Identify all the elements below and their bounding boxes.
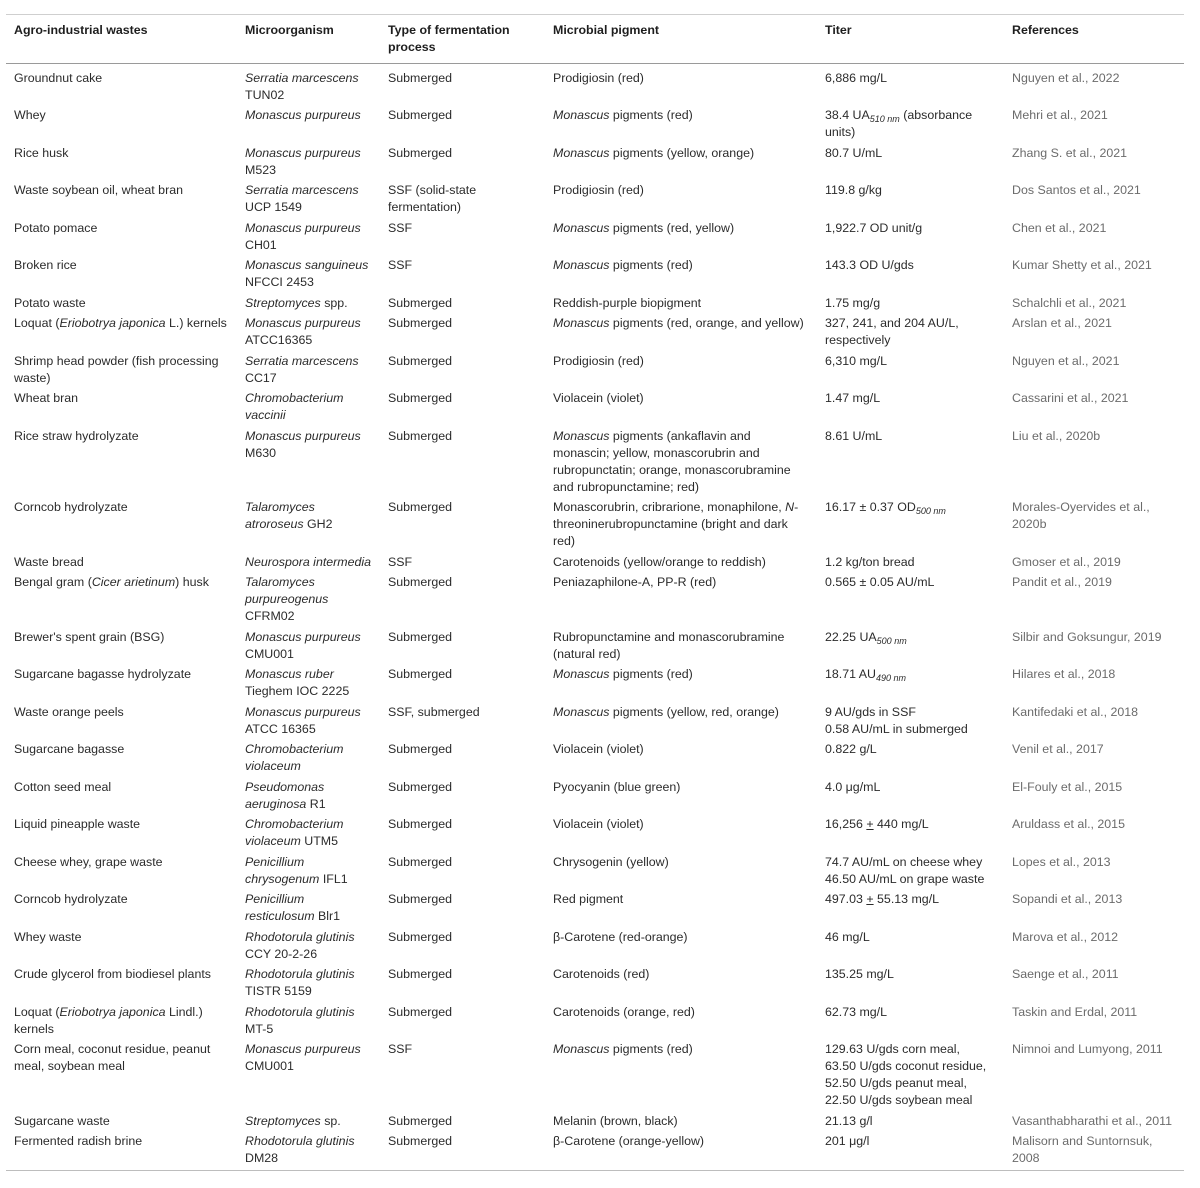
cell-microorganism: Monascus purpureus ATCC 16365	[245, 704, 361, 736]
cell-fermentation: Submerged	[388, 108, 453, 122]
table-row	[6, 315, 1184, 353]
cell-waste: Sugarcane bagasse hydrolyzate	[14, 667, 192, 681]
cell-pigment: Monascus pigments (red, yellow)	[553, 220, 735, 235]
cell-fermentation: Submerged	[388, 295, 453, 310]
cell-waste: Loquat (Eriobotrya japonica L.) kernels	[14, 316, 227, 330]
cell-microorganism: Monascus purpureus CMU001	[245, 1042, 361, 1073]
header-fermentation: Type of fermentation process	[388, 23, 510, 54]
cell-microorganism: Monascus purpureus CH01	[245, 220, 361, 252]
cell-reference: Nguyen et al., 2022	[1012, 71, 1120, 85]
cell-waste: Whey	[14, 108, 46, 122]
pigment-table	[6, 14, 1184, 1171]
table-row	[6, 574, 1184, 629]
table-row	[6, 929, 1184, 967]
cell-pigment: Prodigiosin (red)	[553, 183, 644, 197]
cell-microorganism: Monascus purpureus M523	[245, 145, 361, 177]
cell-waste: Groundnut cake	[14, 71, 103, 85]
cell-reference: Zhang S. et al., 2021	[1012, 145, 1128, 160]
cell-titer: 46 mg/L	[825, 929, 870, 944]
table-row	[6, 1113, 1184, 1134]
cell-fermentation: Submerged	[388, 929, 453, 944]
header-titer: Titer	[825, 23, 852, 37]
cell-waste: Cheese whey, grape waste	[14, 854, 163, 869]
cell-reference: Cassarini et al., 2021	[1012, 391, 1129, 405]
cell-pigment: Monascorubrin, cribrarione, monaphilone, N-threoninerubropunctamine (bright and dark red)	[553, 500, 799, 548]
table-row	[6, 891, 1184, 929]
header-references: References	[1012, 23, 1079, 37]
cell-fermentation: Submerged	[388, 742, 453, 756]
cell-titer: 1.2 kg/ton bread	[825, 554, 915, 569]
header-microorganism: Microorganism	[245, 23, 334, 37]
cell-pigment: Monascus pigments (yellow, orange)	[553, 145, 755, 160]
cell-titer: 1.47 mg/L	[825, 391, 881, 405]
cell-titer: 129.63 U/gds corn meal, 63.50 U/gds coconut residue, 52.50 U/gds peanut meal, 22.50 U/gds soybean meal	[825, 1042, 987, 1107]
table-row	[6, 1133, 1184, 1171]
cell-microorganism: Monascus purpureus CMU001	[245, 629, 361, 661]
cell-pigment: Monascus pigments (red)	[553, 108, 693, 122]
cell-fermentation: Submerged	[388, 316, 453, 330]
cell-reference: Morales-Oyervides et al., 2020b	[1012, 500, 1150, 531]
cell-reference: Taskin and Erdal, 2011	[1012, 1004, 1138, 1019]
header-waste: Agro-industrial wastes	[14, 23, 148, 37]
cell-pigment: Red pigment	[553, 892, 624, 906]
cell-waste: Liquid pineapple waste	[14, 817, 141, 831]
cell-titer: 0.565 ± 0.05 AU/mL	[825, 575, 935, 589]
cell-waste: Potato pomace	[14, 220, 98, 235]
cell-waste: Wheat bran	[14, 391, 79, 405]
table-row	[6, 107, 1184, 145]
cell-pigment: Carotenoids (yellow/orange to reddish)	[553, 554, 766, 569]
cell-titer: 135.25 mg/L	[825, 967, 894, 981]
cell-fermentation: Submerged	[388, 1134, 453, 1148]
table-row	[6, 64, 1184, 108]
cell-reference: Arslan et al., 2021	[1012, 316, 1112, 330]
cell-fermentation: Submerged	[388, 145, 453, 160]
cell-waste: Bengal gram (Cicer arietinum) husk	[14, 575, 209, 589]
cell-pigment: Chrysogenin (yellow)	[553, 854, 669, 869]
cell-pigment: Reddish-purple biopigment	[553, 295, 702, 310]
cell-titer: 143.3 OD U/gds	[825, 258, 914, 272]
cell-microorganism: Rhodotorula glutinis CCY 20-2-26	[245, 929, 355, 961]
cell-microorganism: Serratia marcescens CC17	[245, 353, 359, 385]
cell-microorganism: Rhodotorula glutinis TISTR 5159	[245, 967, 355, 998]
table-row	[6, 704, 1184, 742]
cell-fermentation: Submerged	[388, 1004, 453, 1019]
cell-fermentation: Submerged	[388, 1113, 453, 1128]
table-row	[6, 966, 1184, 1004]
cell-reference: Dos Santos et al., 2021	[1012, 183, 1141, 197]
cell-pigment: Carotenoids (red)	[553, 967, 650, 981]
cell-titer: 21.13 g/l	[825, 1113, 873, 1128]
cell-reference: Kantifedaki et al., 2018	[1012, 704, 1139, 719]
cell-titer: 6,886 mg/L	[825, 71, 887, 85]
cell-fermentation: SSF	[388, 554, 413, 569]
cell-reference: Kumar Shetty et al., 2021	[1012, 258, 1152, 272]
cell-fermentation: Submerged	[388, 667, 453, 681]
cell-waste: Waste orange peels	[14, 704, 124, 719]
table-row	[6, 390, 1184, 428]
header-row	[6, 15, 1184, 64]
cell-fermentation: Submerged	[388, 71, 453, 85]
cell-waste: Brewer's spent grain (BSG)	[14, 629, 165, 644]
cell-reference: Aruldass et al., 2015	[1012, 817, 1125, 831]
cell-reference: Saenge et al., 2011	[1012, 967, 1119, 981]
cell-waste: Loquat (Eriobotrya japonica Lindl.) kernels	[14, 1004, 203, 1036]
cell-reference: Lopes et al., 2013	[1012, 854, 1111, 869]
table-row	[6, 499, 1184, 554]
cell-titer: 80.7 U/mL	[825, 145, 883, 160]
cell-waste: Waste bread	[14, 554, 84, 569]
cell-reference: Nguyen et al., 2021	[1012, 353, 1120, 368]
cell-fermentation: Submerged	[388, 629, 453, 644]
cell-microorganism: Monascus purpureus M630	[245, 428, 361, 460]
cell-pigment: Rubropunctamine and monascorubramine (natural red)	[553, 629, 785, 661]
cell-pigment: β-Carotene (red-orange)	[553, 929, 688, 944]
cell-reference: Liu et al., 2020b	[1012, 428, 1101, 443]
cell-waste: Broken rice	[14, 258, 77, 272]
cell-reference: Malisorn and Suntornsuk, 2008	[1012, 1134, 1153, 1165]
cell-reference: Hilares et al., 2018	[1012, 667, 1116, 681]
table-row	[6, 666, 1184, 704]
cell-fermentation: Submerged	[388, 817, 453, 831]
table-row	[6, 182, 1184, 220]
cell-titer: 9 AU/gds in SSF 0.58 AU/mL in submerged	[825, 704, 968, 736]
cell-fermentation: Submerged	[388, 892, 453, 906]
cell-fermentation: Submerged	[388, 353, 453, 368]
cell-titer: 8.61 U/mL	[825, 428, 883, 443]
cell-fermentation: Submerged	[388, 779, 453, 794]
cell-waste: Sugarcane waste	[14, 1113, 110, 1128]
cell-reference: Pandit et al., 2019	[1012, 575, 1112, 589]
cell-fermentation: Submerged	[388, 428, 453, 443]
cell-waste: Corncob hydrolyzate	[14, 500, 128, 514]
cell-waste: Potato waste	[14, 295, 86, 310]
cell-fermentation: Submerged	[388, 391, 453, 405]
cell-pigment: Monascus pigments (red)	[553, 258, 693, 272]
cell-waste: Corncob hydrolyzate	[14, 892, 128, 906]
cell-microorganism: Monascus sanguineus NFCCI 2453	[245, 258, 369, 289]
cell-titer: 201 μg/l	[825, 1134, 870, 1148]
cell-pigment: Violacein (violet)	[553, 817, 644, 831]
table-row	[6, 295, 1184, 316]
cell-fermentation: Submerged	[388, 500, 453, 514]
cell-titer: 6,310 mg/L	[825, 353, 887, 368]
cell-pigment: Monascus pigments (yellow, red, orange)	[553, 704, 779, 719]
cell-titer: 62.73 mg/L	[825, 1004, 887, 1019]
table-row	[6, 629, 1184, 667]
cell-titer: 1.75 mg/g	[825, 295, 881, 310]
table-row	[6, 1004, 1184, 1042]
table-row	[6, 554, 1184, 575]
cell-microorganism: Pseudomonas aeruginosa R1	[245, 779, 326, 811]
cell-microorganism: Neurospora intermedia	[245, 554, 372, 569]
cell-microorganism: Talaromyces purpureogenus CFRM02	[245, 575, 329, 623]
cell-reference: Silbir and Goksungur, 2019	[1012, 629, 1162, 644]
table-row	[6, 741, 1184, 779]
cell-microorganism: Rhodotorula glutinis MT-5	[245, 1004, 355, 1036]
table-row	[6, 220, 1184, 258]
cell-waste: Waste soybean oil, wheat bran	[14, 183, 183, 197]
cell-waste: Rice straw hydrolyzate	[14, 428, 139, 443]
cell-microorganism: Penicillium chrysogenum IFL1	[245, 854, 348, 886]
cell-titer: 38.4 $UA_{510 nm}$ (absorbance units)	[825, 108, 973, 139]
cell-titer: 22.25 $UA_{500 nm}$	[825, 629, 907, 646]
table-row	[6, 854, 1184, 892]
cell-waste: Whey waste	[14, 929, 82, 944]
cell-pigment: Prodigiosin (red)	[553, 71, 644, 85]
table-row	[6, 428, 1184, 500]
cell-pigment: Monascus pigments (red)	[553, 1042, 693, 1056]
header-pigment: Microbial pigment	[553, 23, 660, 37]
cell-reference: Nimnoi and Lumyong, 2011	[1012, 1042, 1163, 1056]
cell-titer: 1,922.7 OD unit/g	[825, 220, 923, 235]
cell-titer: 4.0 μg/mL	[825, 779, 881, 794]
cell-microorganism: Monascus purpureus ATCC16365	[245, 316, 361, 347]
cell-pigment: Peniazaphilone-A, PP-R (red)	[553, 575, 717, 589]
cell-microorganism: Chromobacterium vaccinii	[245, 391, 344, 422]
cell-titer: 16.17 ± 0.37 $OD_{500 nm}$	[825, 500, 946, 516]
cell-fermentation: Submerged	[388, 575, 453, 589]
table-row	[6, 1041, 1184, 1113]
cell-microorganism: Rhodotorula glutinis DM28	[245, 1134, 355, 1165]
cell-titer: 16,256 + 440 mg/L	[825, 817, 929, 831]
cell-waste: Corn meal, coconut residue, peanut meal, soybean meal	[14, 1042, 211, 1073]
table-body	[6, 64, 1184, 1171]
cell-microorganism: Streptomyces sp.	[245, 1113, 341, 1128]
cell-pigment: Pyocyanin (blue green)	[553, 779, 681, 794]
cell-titer: 18.71 $AU_{490 nm}$	[825, 667, 907, 683]
cell-reference: Venil et al., 2017	[1012, 742, 1104, 756]
cell-waste: Shrimp head powder (fish processing waste)	[14, 353, 219, 385]
cell-pigment: Violacein (violet)	[553, 391, 644, 405]
cell-reference: Vasanthabharathi et al., 2011	[1012, 1113, 1173, 1128]
cell-microorganism: Monascus purpureus	[245, 108, 361, 122]
cell-pigment: Carotenoids (orange, red)	[553, 1004, 695, 1019]
cell-waste: Sugarcane bagasse	[14, 742, 125, 756]
cell-microorganism: Chromobacterium violaceum UTM5	[245, 817, 344, 848]
cell-pigment: Monascus pigments (ankaflavin and monascin; yellow, monascorubrin and rubropunctatin; orange, monascorubramine and rubropunctamine; red)	[553, 428, 791, 494]
cell-microorganism: Monascus ruber Tieghem IOC 2225	[245, 667, 350, 698]
cell-fermentation: SSF	[388, 1042, 413, 1056]
cell-reference: Sopandi et al., 2013	[1012, 892, 1123, 906]
cell-waste: Fermented radish brine	[14, 1134, 143, 1148]
cell-reference: Chen et al., 2021	[1012, 220, 1107, 235]
cell-pigment: Violacein (violet)	[553, 742, 644, 756]
cell-waste: Rice husk	[14, 145, 69, 160]
cell-reference: Gmoser et al., 2019	[1012, 554, 1121, 569]
table-row	[6, 779, 1184, 817]
cell-fermentation: SSF, submerged	[388, 704, 480, 719]
cell-fermentation: Submerged	[388, 967, 453, 981]
cell-titer: 497.03 + 55.13 mg/L	[825, 892, 940, 906]
table-row	[6, 257, 1184, 295]
cell-microorganism: Serratia marcescens UCP 1549	[245, 183, 359, 214]
cell-reference: Schalchli et al., 2021	[1012, 295, 1127, 310]
cell-waste: Cotton seed meal	[14, 779, 112, 794]
cell-microorganism: Talaromyces atroroseus GH2	[245, 500, 333, 531]
table-row	[6, 145, 1184, 183]
table-row	[6, 353, 1184, 391]
cell-waste: Crude glycerol from biodiesel plants	[14, 967, 211, 981]
table-row	[6, 816, 1184, 854]
cell-reference: El-Fouly et al., 2015	[1012, 779, 1123, 794]
cell-microorganism: Penicillium resticulosum Blr1	[245, 892, 341, 923]
cell-pigment: Melanin (brown, black)	[553, 1113, 678, 1128]
cell-fermentation: SSF (solid-state fermentation)	[388, 183, 477, 214]
cell-reference: Marova et al., 2012	[1012, 929, 1119, 944]
cell-fermentation: SSF	[388, 220, 413, 235]
cell-microorganism: Streptomyces spp.	[245, 295, 348, 310]
cell-titer: 0.822 g/L	[825, 742, 877, 756]
cell-microorganism: Chromobacterium violaceum	[245, 742, 344, 773]
cell-microorganism: Serratia marcescens TUN02	[245, 71, 359, 102]
cell-pigment: Monascus pigments (red, orange, and yellow)	[553, 316, 804, 330]
cell-pigment: Monascus pigments (red)	[553, 667, 693, 681]
cell-fermentation: Submerged	[388, 854, 453, 869]
cell-pigment: β-Carotene (orange-yellow)	[553, 1134, 705, 1148]
cell-titer: 119.8 g/kg	[825, 183, 882, 197]
cell-titer: 74.7 AU/mL on cheese whey 46.50 AU/mL on grape waste	[825, 854, 985, 886]
cell-titer: 327, 241, and 204 AU/L, respectively	[825, 316, 959, 347]
cell-pigment: Prodigiosin (red)	[553, 353, 644, 368]
cell-fermentation: SSF	[388, 258, 413, 272]
cell-reference: Mehri et al., 2021	[1012, 108, 1108, 122]
